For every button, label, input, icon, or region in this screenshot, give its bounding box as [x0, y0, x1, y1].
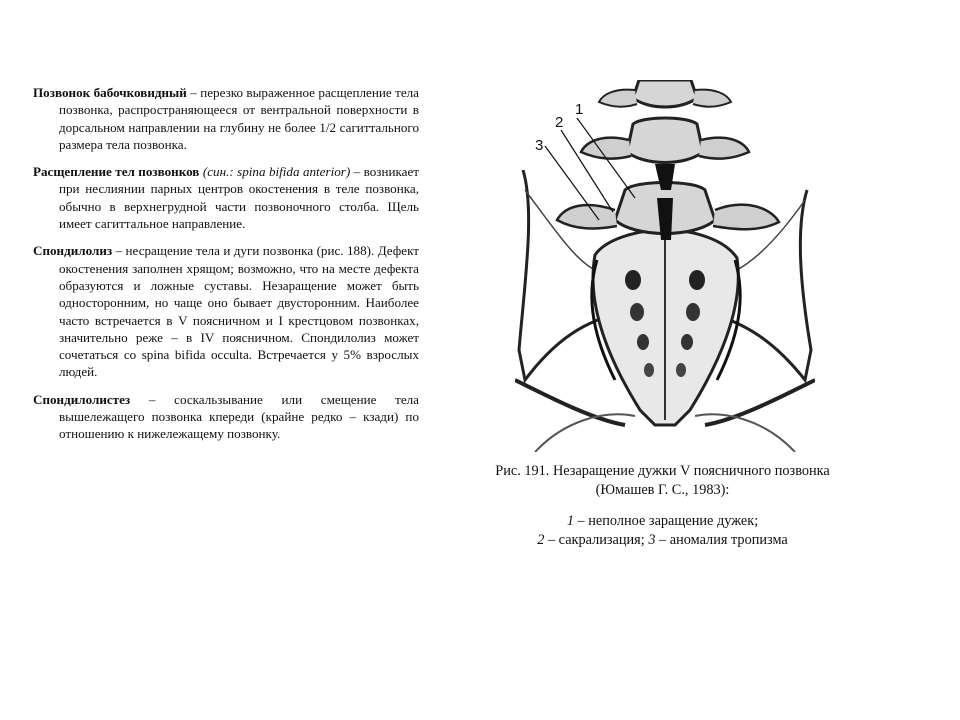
- entry-spondylolysis: [33, 242, 419, 380]
- entry-spondylolisthesis: [33, 391, 419, 443]
- legend-num: 3: [648, 532, 656, 548]
- caption-legend: [490, 512, 835, 550]
- legend-text: – сакрализация;: [544, 532, 649, 548]
- term: Спондилолиз: [33, 243, 113, 259]
- label-1: 1: [575, 101, 584, 118]
- term: Позвонок бабочковидный: [33, 85, 187, 100]
- lumbosacral-drawing: [515, 80, 815, 452]
- synonym: (син.: spina bifida anterior): [202, 164, 351, 180]
- definition: – несращение тела и дуги позвонка (рис. 188). Дефект окостенения заполнен хрящом; возможно, что на месте дефекта образуются и ложные суставы. Незаращение может быть односторонним, но чаще оно бывает двусторонним. Наиболее часто встречается в V поясничном и I крестцовом позвонках, значительно реже – в IV поясничном. Спондилолиз может сочетаться со spina bifida occulta. Встречается у 5% взрослых людей.: [59, 243, 419, 380]
- definition: – соскальзывание или смещение тела вышележащего позвонка кпереди (крайне редко – кзади) по отношению к нижележащему позвонку.: [59, 391, 419, 442]
- definition: – возникает при неслиянии парных центров окостенения в теле позвонка, обычно в верхнегрудной части позвоночного столба. Щель имеет сагиттальное направление.: [59, 164, 419, 232]
- legend-text: – неполное заращение дужек;: [573, 513, 759, 529]
- caption-title: Рис. 191. Незаращение дужки V поясничного позвонка (Юмашев Г. С., 1983):: [495, 463, 830, 498]
- entry-butterfly-vertebra: [33, 84, 419, 153]
- article-text: [33, 84, 419, 453]
- legend-num: 2: [537, 532, 545, 548]
- definition: – перезко выраженное расщепление тела позвонка, распространяющееся от вентральной поверхности в дорсальном направлении на глубину не более 1/2 сагиттального размера тела позвонка.: [59, 85, 419, 152]
- label-2: 2: [555, 114, 564, 131]
- term: Расщепление тел позвонков: [33, 164, 200, 180]
- legend-num: 1: [566, 513, 574, 529]
- label-3: 3: [535, 137, 544, 154]
- entry-cleft-vertebral-bodies: [33, 163, 419, 232]
- figure-caption: [490, 462, 835, 550]
- legend-text: – аномалия тропизма: [655, 532, 788, 548]
- spine-illustration: [515, 80, 815, 452]
- term: Спондилолистез: [33, 391, 131, 407]
